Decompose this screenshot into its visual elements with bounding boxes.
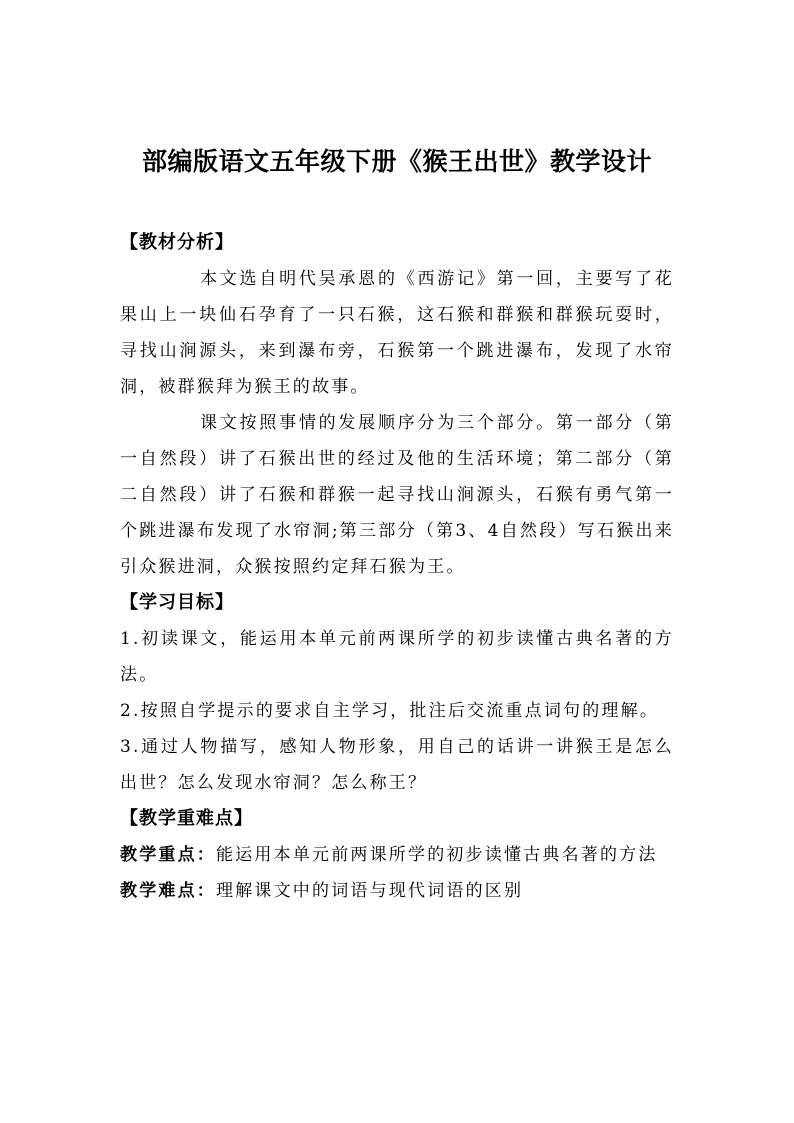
teaching-difficulty-text: 理解课文中的词语与现代词语的区别 (216, 881, 524, 901)
teaching-difficulty (120, 873, 674, 909)
section-heading-analysis: 【教材分析】 (120, 232, 234, 253)
section-heading-goals: 【学习目标】 (120, 592, 234, 613)
document-body (120, 225, 674, 909)
goal-item-1: 1.初读课文，能运用本单元前两课所学的初步读懂古典名著的方法。 (120, 629, 674, 685)
analysis-paragraph-2: 课文按照事情的发展顺序分为三个部分。第一部分（第一自然段）讲了石猴出世的经过及他的生活环境；第二部分（第二自然段）讲了石猴和群猴一起寻找山涧源头，石猴有勇气第一个跳进瀑布发现了水帘洞;第三部分（第3、4自然段）写石猴出来引众猴进洞，众猴按照约定拜石猴为王。 (120, 413, 674, 577)
teaching-difficulty-label: 教学难点： (120, 881, 216, 901)
teaching-focus-label: 教学重点： (120, 845, 216, 865)
goal-item-3: 3.通过人物描写，感知人物形象，用自己的话讲一讲猴王是怎么出世？怎么发现水帘洞？怎么称王？ (120, 737, 674, 793)
document-title: 部编版语文五年级下册《猴王出世》教学设计 (141, 147, 652, 176)
section-heading-key-points: 【教学重难点】 (120, 808, 253, 829)
teaching-focus (120, 837, 674, 873)
analysis-paragraph-1: 本文选自明代吴承恩的《西游记》第一回，主要写了花果山上一块仙石孕育了一只石猴，这石猴和群猴和群猴玩耍时，寻找山涧源头，来到瀑布旁，石猴第一个跳进瀑布，发现了水帘洞，被群猴拜为猴王的故事。 (120, 269, 674, 397)
teaching-focus-text: 能运用本单元前两课所学的初步读懂古典名著的方法 (216, 845, 658, 865)
goal-item-2: 2.按照自学提示的要求自主学习，批注后交流重点词句的理解。 (120, 701, 660, 721)
